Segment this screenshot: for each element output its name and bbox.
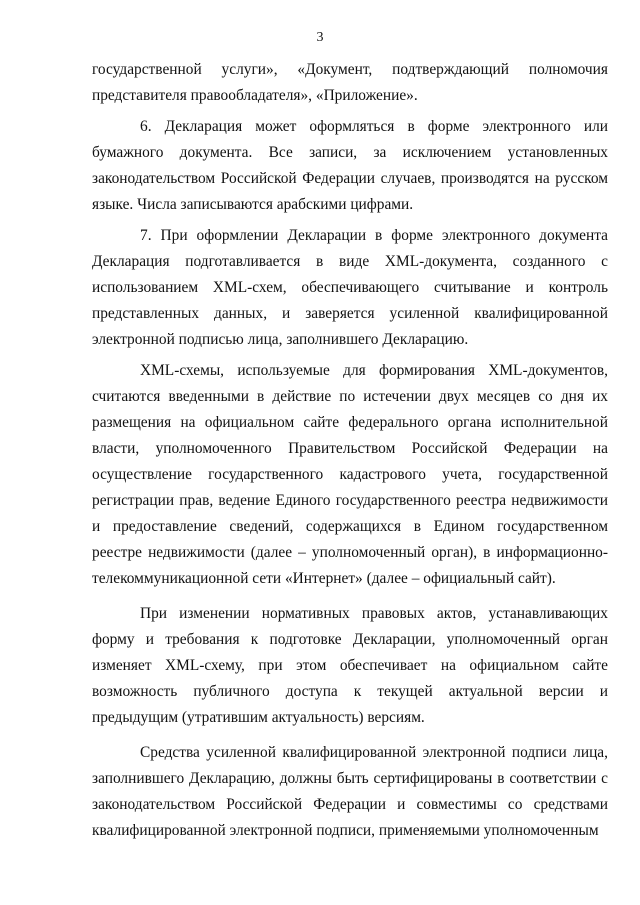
paragraph-changes: При изменении нормативных правовых актов, устанавливающих форму и требования к подготовке Декларации, уполномоченный орган изменяет XML-схему, при этом обеспечивает на официальном сайте возможность публичного доступа к текущей актуальной версии и предыдущим (утратившим актуальность) версиям. — [92, 605, 608, 726]
page-number: 3 — [316, 30, 324, 45]
paragraph-item-6: 6. Декларация может оформляться в форме электронного или бумажного документа. Все записи, за исключением установленных законодательством Российской Федерации случаев, производятся на русском языке. Числа записываются арабскими цифрами. — [92, 118, 608, 213]
paragraph-item-7: 7. При оформлении Декларации в форме электронного документа Декларация подготавливается в виде XML-документа, созданного с использованием XML-схем, обеспечивающего считывание и контроль представленных данных, и заверяется усиленной квалифицированной электронной подписью лица, заполнившего Декларацию. — [92, 227, 608, 348]
document-body — [92, 57, 608, 844]
paragraph-continuation: государственной услуги», «Документ, подтверждающий полномочия представителя правообладателя», «Приложение». — [92, 61, 608, 104]
paragraph-xml-schemas: XML-схемы, используемые для формирования XML-документов, считаются введенными в действие по истечении двух месяцев со дня их размещения на официальном сайте федерального органа исполнительной власти, уполномоченного Правительством Российской Федерации на осуществление государственного кадастрового учета, государственной регистрации прав, ведение Единого государственного реестра недвижимости и предоставление сведений, содержащихся в Едином государственном реестре недвижимости (далее – уполномоченный орган), в информационно-телекоммуникационной сети «Интернет» (далее – официальный сайт). — [92, 362, 608, 587]
paragraph-signature: Средства усиленной квалифицированной электронной подписи лица, заполнившего Декларацию, должны быть сертифицированы в соответствии с законодательством Российской Федерации и совместимы со средствами квалифицированной электронной подписи, применяемыми уполномоченным — [92, 744, 608, 839]
